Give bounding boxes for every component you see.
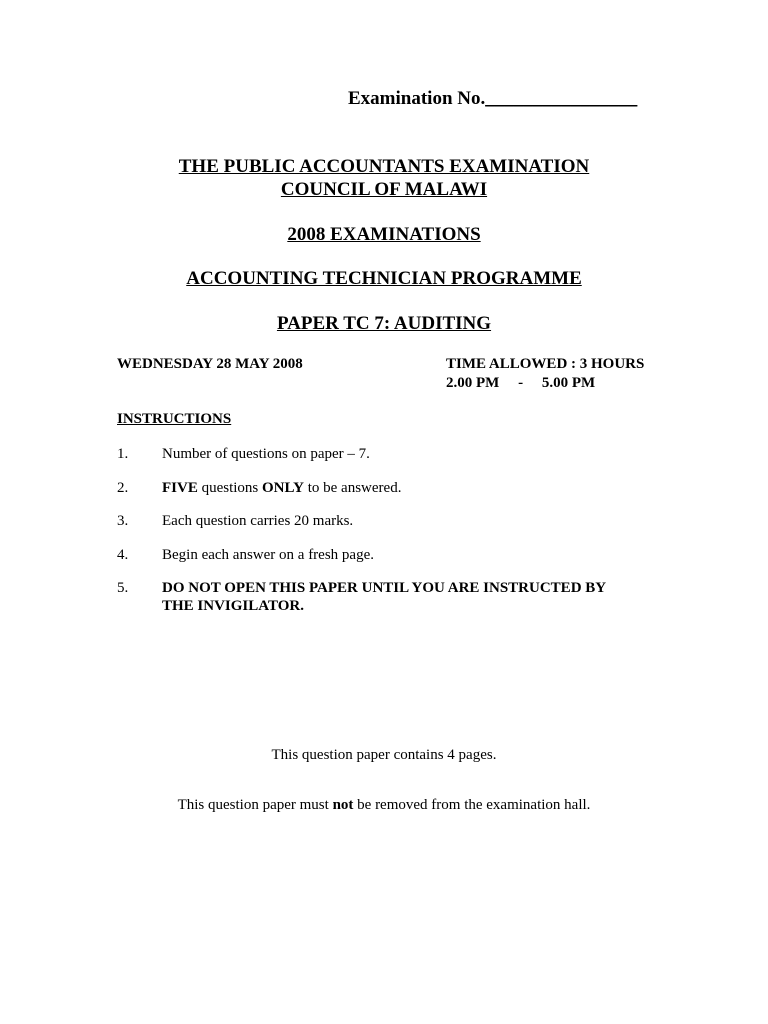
- examination-number-field: [348, 88, 637, 110]
- removal-notice: [0, 797, 768, 814]
- instruction-text-5-line-1: DO NOT OPEN THIS PAPER UNTIL YOU ARE INSTRUCTED BY: [162, 580, 607, 596]
- instruction-number-2: 2.: [117, 480, 129, 496]
- paper-heading: PAPER TC 7: AUDITING: [276, 313, 492, 334]
- removal-notice-emphasis: not: [332, 797, 354, 813]
- examination-year-heading: 2008 EXAMINATIONS: [287, 224, 481, 245]
- instruction-text-2-middle: questions: [197, 480, 263, 496]
- council-title-line-1: THE PUBLIC ACCOUNTANTS EXAMINATION: [178, 156, 590, 177]
- removal-notice-end: be removed from the examination hall.: [353, 797, 591, 813]
- instruction-text-4: Begin each answer on a fresh page.: [162, 547, 374, 563]
- programme-heading: ACCOUNTING TECHNICIAN PROGRAMME: [186, 268, 582, 289]
- time-range: 2.00 PM - 5.00 PM: [446, 375, 596, 391]
- examination-number-blank-line: ________________: [485, 88, 638, 109]
- instruction-number-1: 1.: [117, 446, 129, 462]
- instruction-emphasis-five: FIVE: [162, 480, 198, 496]
- removal-notice-start: This question paper must: [177, 797, 333, 813]
- instruction-text-2-end: to be answered.: [303, 480, 402, 496]
- instruction-text-5-line-2: THE INVIGILATOR.: [162, 598, 304, 614]
- examination-number-label: Examination No.: [348, 88, 486, 109]
- instructions-heading: INSTRUCTIONS: [117, 411, 232, 427]
- instruction-number-3: 3.: [117, 513, 129, 529]
- page-count-note: This question paper contains 4 pages.: [271, 747, 497, 763]
- council-title-line-2: COUNCIL OF MALAWI: [280, 179, 488, 200]
- instruction-text-1: Number of questions on paper – 7.: [162, 446, 370, 462]
- instruction-emphasis-only: ONLY: [262, 480, 304, 496]
- instruction-number-5: 5.: [117, 580, 129, 596]
- time-allowed: TIME ALLOWED : 3 HOURS: [446, 356, 645, 372]
- instruction-text-3: Each question carries 20 marks.: [162, 513, 354, 529]
- instruction-number-4: 4.: [117, 547, 129, 563]
- exam-date: WEDNESDAY 28 MAY 2008: [117, 356, 303, 372]
- instruction-text-2: [162, 479, 401, 498]
